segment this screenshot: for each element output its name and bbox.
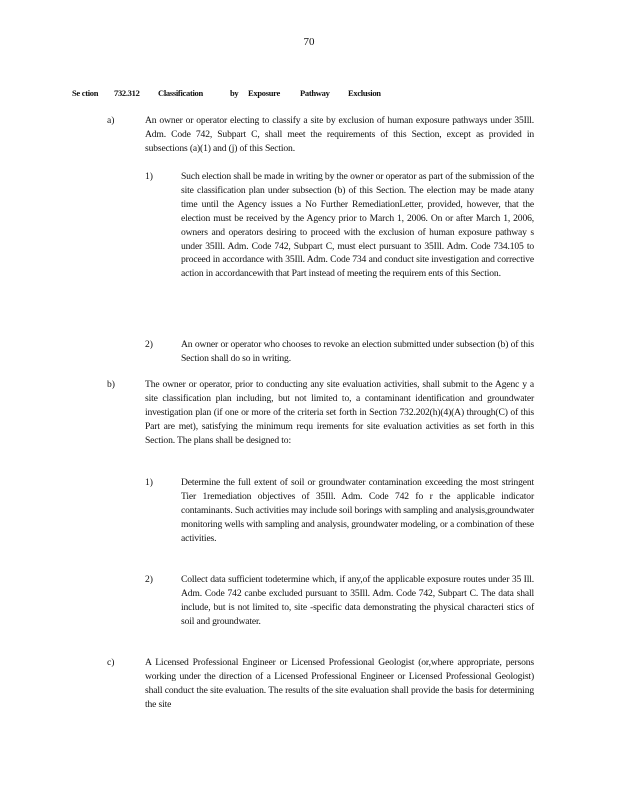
section-label: Se ction bbox=[72, 88, 99, 98]
item-b1-text: Determine the full extent of soil or groundwater contamination exceeding the most stringent Tier 1remediation objectives of 35Ill. Adm. Code 742 fo r the applicable indicator contaminants. Such activities may include soil borings with sampling and analysis,groundwater monitoring wells with sampling and analysis, groundwater modeling, or a combination of these activities. bbox=[181, 477, 534, 544]
item-marker-b1: 1) bbox=[145, 477, 153, 488]
title-word: Classification bbox=[158, 88, 203, 98]
title-word: Exclusion bbox=[348, 88, 381, 98]
section-heading bbox=[72, 88, 542, 98]
item-a1-text: Such election shall be made in writing by the owner or operator as part of the submission of the site classification plan under subsection (b) of this Section. The election may be made atany time until the Agency issues a No Further RemediationLetter, provided, however, that the election must be received by the Agency prior to March 1, 2006. On or after March 1, 2006, owners and operators desiring to proceed with the exclusion of human exposure pathway s under 35Ill. Adm. Code 742, Subpart C, must elect pursuant to 35Ill. Adm. Code 734.105 to proceed in accordance with 35Ill. Adm. Code 734 and conduct site investigation and corrective action in accordancewith that Part instead of meeting the requirem ents of this Section. bbox=[181, 171, 534, 280]
item-b2-text: Collect data sufficient todetermine which, if any,of the applicable exposure routes under 35 Ill. Adm. Code 742 canbe excluded pursuant to 35Ill. Adm. Code 742, Subpart C. The data shall include, but is not limited to, site -specific data demonstrating the physical characteri stics of soil and groundwater. bbox=[181, 574, 534, 627]
title-word: Pathway bbox=[300, 88, 330, 98]
item-marker-b2: 2) bbox=[145, 574, 153, 585]
page-number: 70 bbox=[303, 36, 315, 48]
item-a2-text: An owner or operator who chooses to revoke an election submitted under subsection (b) of this Section shall do so in writing. bbox=[181, 339, 534, 364]
paragraph-a-text: An owner or operator electing to classify a site by exclusion of human exposure pathways under 35Ill. Adm. Code 742, Subpart C, shall meet the requirements of this Section, except as provided in subsections (a)(1) and (j) of this Section. bbox=[145, 115, 534, 154]
paragraph-marker-c: c) bbox=[107, 657, 115, 668]
section-number: 732.312 bbox=[114, 88, 140, 98]
paragraph-c-text: A Licensed Professional Engineer or Licensed Professional Geologist (or,where appropriate, persons working under the direction of a Licensed Professional Engineer or Licensed Professional Geologist) shall conduct the site evaluation. The results of the site evaluation shall provide the basis for determining the site bbox=[145, 657, 534, 710]
item-marker-a1: 1) bbox=[145, 171, 153, 182]
paragraph-marker-b: b) bbox=[107, 379, 115, 390]
item-marker-a2: 2) bbox=[145, 339, 153, 350]
title-word: by bbox=[230, 88, 239, 98]
title-word: Exposure bbox=[248, 88, 280, 98]
paragraph-b-text: The owner or operator, prior to conducting any site evaluation activities, shall submit to the Agenc y a site classification plan including, but not limited to, a contaminant identification and groundwater investigation plan (if one or more of the criteria set forth in Section 732.202(h)(4)(A) through(C) of this Part are met), satisfying the minimum requ irements for site evaluation activities as set forth in this Section. The plans shall be designed to: bbox=[145, 379, 534, 446]
paragraph-marker-a: a) bbox=[107, 115, 115, 126]
